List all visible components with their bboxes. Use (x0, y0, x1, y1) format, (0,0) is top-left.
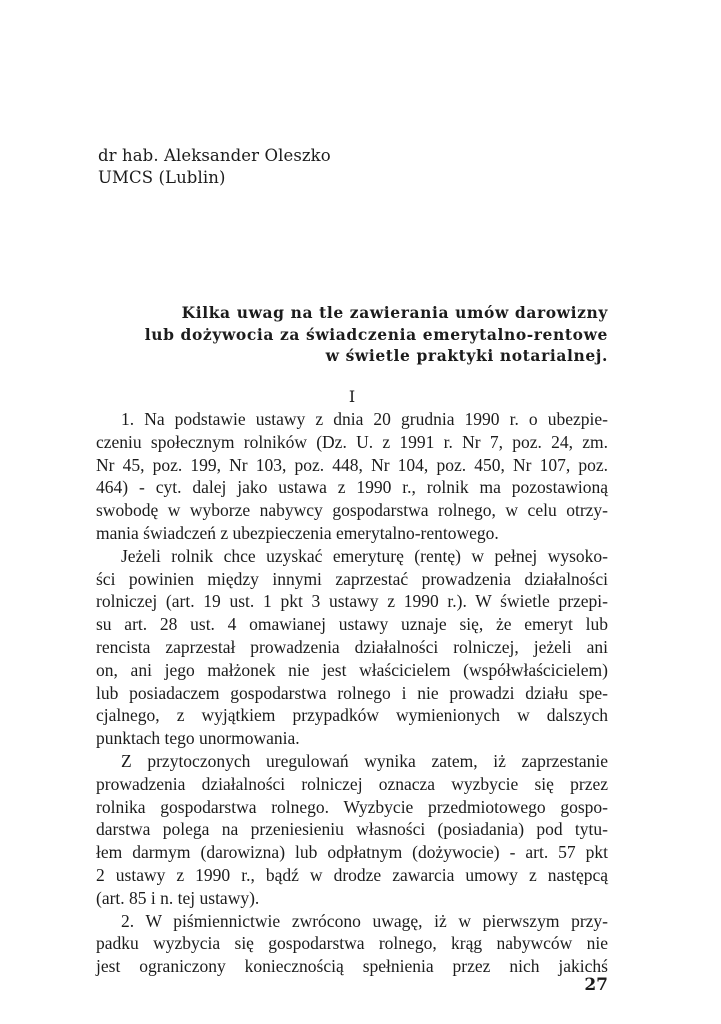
body-line: darstwa polega na przeniesieniu własności (posiadania) pod tytu- (96, 819, 608, 840)
body-line: rolnika gospodarstwa rolnego. Wyzbycie przedmiotowego gospo- (96, 796, 608, 817)
body-line: lub posiadaczem gospodarstwa rolnego i nie prowadzi działu spe- (96, 682, 608, 703)
body-text (96, 408, 608, 978)
body-line: Jeżeli rolnik chce uzyskać emeryturę (rentę) w pełnej wysoko- (121, 545, 608, 566)
body-line: rolniczej (art. 19 ust. 1 pkt 3 ustawy z 1990 r.). W świetle przepi- (96, 591, 608, 612)
title-line: lub dożywocia za świadczenia emerytalno-rentowe (144, 324, 608, 344)
body-line: ści powinien między innymi zaprzestać prowadzenia działalności (96, 568, 608, 589)
author-affiliation: UMCS (Lublin) (98, 168, 226, 187)
title-line: w świetle praktyki notarialnej. (325, 346, 608, 365)
body-line: Nr 45, poz. 199, Nr 103, poz. 448, Nr 104, poz. 450, Nr 107, poz. (96, 454, 608, 475)
body-line: 2. W piśmiennictwie zwrócono uwagę, iż w pierwszym przy- (121, 910, 608, 931)
body-line: Z przytoczonych uregulowań wynika zatem, iż zaprzestanie (121, 750, 608, 771)
body-line: mania świadczeń z ubezpieczenia emerytalno-rentowego. (96, 522, 499, 543)
page-number: 27 (584, 975, 608, 995)
body-line: łem darmym (darowizna) lub odpłatnym (dożywocie) - art. 57 pkt (96, 842, 608, 863)
title-line: Kilka uwag na tle zawierania umów darowizny (181, 303, 608, 322)
author-name: dr hab. Aleksander Oleszko (98, 146, 331, 165)
article-title (88, 302, 608, 367)
body-line: swobodę w wyborze nabywcy gospodarstwa rolnego, w celu otrzy- (96, 500, 608, 521)
body-line: prowadzenia działalności rolniczej oznacza wyzbycie się przez (96, 773, 608, 794)
author-block (98, 145, 331, 189)
body-line: (art. 85 i n. tej ustawy). (96, 887, 260, 908)
body-line: jest ograniczony koniecznością spełnienia przez nich jakichś (96, 956, 608, 977)
section-numeral: I (348, 387, 356, 406)
body-line: 2 ustawy z 1990 r., bądź w drodze zawarcia umowy z następcą (96, 864, 608, 885)
body-line: cjalnego, z wyjątkiem przypadków wymienionych w dalszych (96, 705, 608, 726)
body-line: punktach tego unormowania. (96, 728, 300, 749)
body-line: 464) - cyt. dalej jako ustawa z 1990 r., rolnik ma pozostawioną (96, 477, 608, 498)
body-line: padku wyzbycia się gospodarstwa rolnego, krąg nabywców nie (96, 933, 608, 954)
body-line: czeniu społecznym rolników (Dz. U. z 1991 r. Nr 7, poz. 24, zm. (96, 431, 608, 452)
body-line: rencista zaprzestał prowadzenia działalności rolniczej, jeżeli ani (96, 636, 608, 657)
body-line: su art. 28 ust. 4 omawianej ustawy uznaje się, że emeryt lub (96, 614, 608, 635)
body-line: on, ani jego małżonek nie jest właścicielem (współwłaścicielem) (96, 659, 608, 680)
body-line: 1. Na podstawie ustawy z dnia 20 grudnia 1990 r. o ubezpie- (121, 409, 608, 429)
